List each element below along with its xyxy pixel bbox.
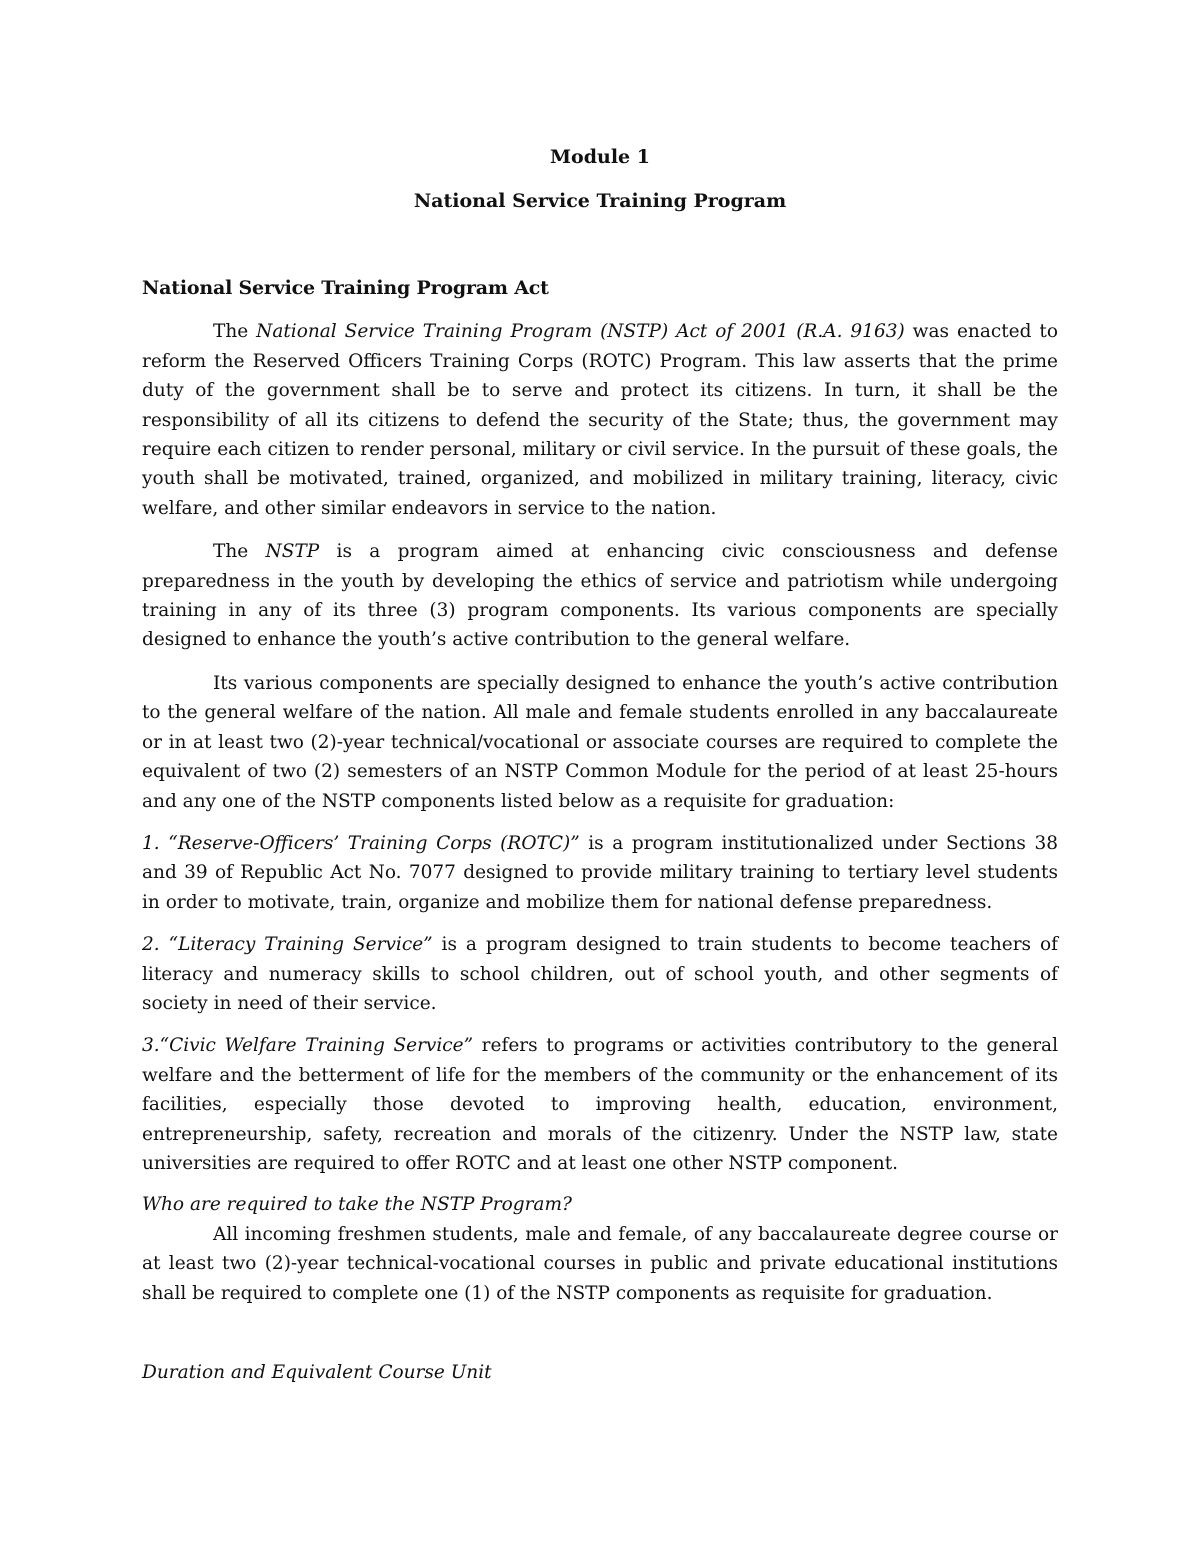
section-heading: National Service Training Program Act xyxy=(142,277,549,299)
duration-heading: Duration and Equivalent Course Unit xyxy=(142,1362,492,1383)
component-label: 3.“Civic Welfare Training Service” xyxy=(142,1035,474,1057)
question-heading: Who are required to take the NSTP Program? xyxy=(142,1194,572,1216)
component-body: is a program designed to train students to become teachers of literacy and numeracy skills to school children, out of school youth, and other segments of society in need of their service. xyxy=(142,934,1058,1014)
component-label: 2. “Literacy Training Service” xyxy=(142,934,433,956)
component-item-lts xyxy=(142,930,1058,1018)
document-page xyxy=(142,140,1058,1387)
page-title: National Service Training Program xyxy=(413,190,787,212)
paragraph-act-intro xyxy=(142,317,1058,523)
paragraph-who-required: All incoming freshmen students, male and female, of any baccalaureate degree course or at least two (2)-year technical-vocational courses in public and private educational institutions shall be required to complete one (1) of the NSTP components as requisite for graduation. xyxy=(142,1223,1058,1304)
component-body: is a program institutionalized under Sections 38 and 39 of Republic Act No. 7077 designed to provide military training to tertiary level students in order to motivate, train, organize and mobilize them for national defense preparedness. xyxy=(142,832,1058,913)
component-item-cwts xyxy=(142,1031,1058,1178)
module-number: Module 1 xyxy=(550,146,650,168)
paragraph-body: was enacted to reform the Reserved Officers Training Corps (ROTC) Program. This law asserts that the prime duty of the government shall be to serve and protect its citizens. In turn, it shall be the responsibility of all its citizens to defend the security of the State; thus, the government may require each citizen to render personal, military or civil service. In the pursuit of these goals, the youth shall be motivated, trained, organized, and mobilized in military training, literacy, civic welfare, and other similar endeavors in service to the nation. xyxy=(142,321,1058,519)
paragraph-lead: The xyxy=(213,541,266,563)
paragraph-lead: The xyxy=(213,321,257,343)
component-body: refers to programs or activities contributory to the general welfare and the betterment of life for the members of the community or the enhancement of its facilities, especially those devoted to improving health, education, environment, entrepreneurship, safety, recreation and morals of the citizenry. Under the NSTP law, state universities are required to offer ROTC and at least one other NSTP component. xyxy=(142,1035,1058,1174)
paragraph-requirements: Its various components are specially designed to enhance the youth’s active contribution to the general welfare of the nation. All male and female students enrolled in any baccalaureate or in at least two (2)-year technical/vocational or associate courses are required to complete the equivalent of two (2) semesters of an NSTP Common Module for the period of at least 25-hours and any one of the NSTP components listed below as a requisite for graduation: xyxy=(142,672,1058,812)
component-item-rotc xyxy=(142,829,1058,917)
component-label: 1. “Reserve-Officers’ Training Corps (ROTC)” xyxy=(142,832,580,854)
paragraph-body: is a program aimed at enhancing civic consciousness and defense preparedness in the youth by developing the ethics of service and patriotism while undergoing training in any of its three (3) program components. Its various components are specially designed to enhance the youth’s active contribution to the general welfare. xyxy=(142,541,1058,651)
paragraph-nstp-definition xyxy=(142,537,1058,655)
act-name: National Service Training Program (NSTP) Act of 2001 (R.A. 9163) xyxy=(256,321,905,343)
nstp-term: NSTP xyxy=(265,541,320,563)
